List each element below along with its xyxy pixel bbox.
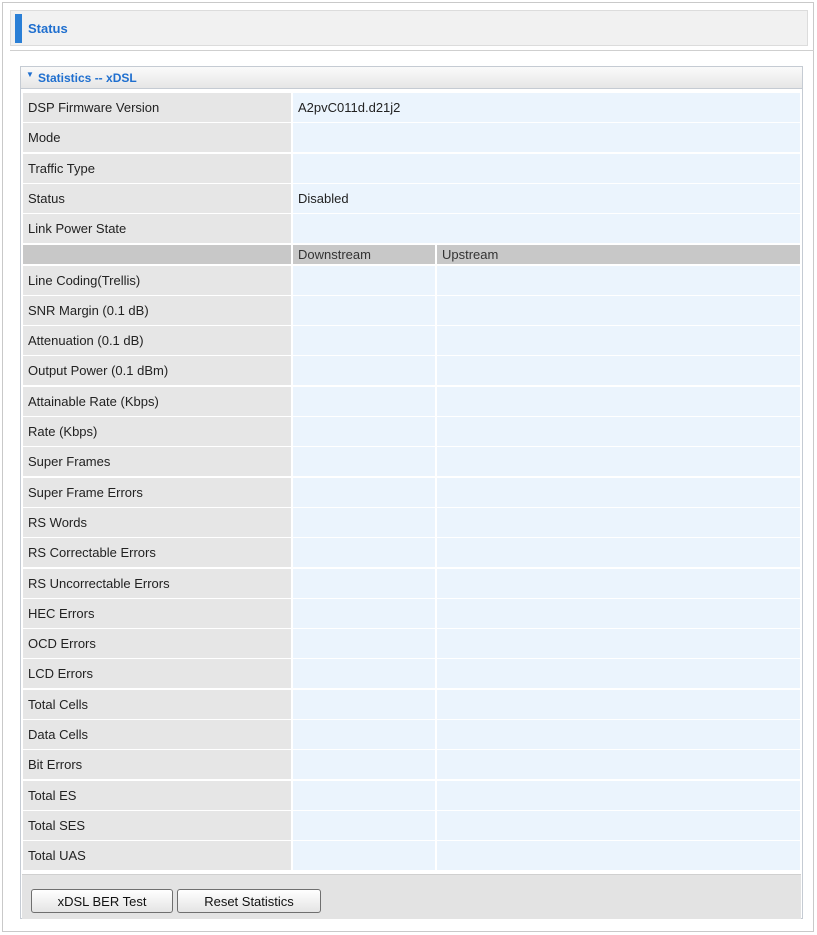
header-accent-bar [15,14,22,43]
xdsl-ber-test-button[interactable]: xDSL BER Test [31,889,173,913]
statistic-label: HEC Errors [23,599,291,628]
statistic-row [23,387,800,416]
upstream-value [437,538,800,567]
statistic-label: Rate (Kbps) [23,417,291,446]
statistic-row [23,296,800,325]
status-page [2,2,814,932]
statistic-label: LCD Errors [23,659,291,688]
info-row-value [293,123,800,152]
info-row-value: Disabled [293,184,800,213]
statistic-label: Output Power (0.1 dBm) [23,356,291,385]
downstream-value [293,781,435,810]
info-row [23,214,800,243]
upstream-value [437,599,800,628]
upstream-value [437,296,800,325]
upstream-value [437,750,800,779]
collapse-caret-icon[interactable]: ▼ [26,70,34,79]
upstream-value [437,387,800,416]
upstream-value [437,508,800,537]
downstream-value [293,508,435,537]
info-row [23,154,800,183]
upstream-value [437,811,800,840]
upstream-value [437,447,800,476]
upstream-value [437,841,800,870]
statistic-label: RS Correctable Errors [23,538,291,567]
statistic-row [23,720,800,749]
statistic-row [23,781,800,810]
statistic-row [23,659,800,688]
column-separator [291,245,293,264]
statistic-label: Super Frames [23,447,291,476]
info-row [23,123,800,152]
statistic-label: Data Cells [23,720,291,749]
info-row [23,93,800,122]
statistic-row [23,478,800,507]
button-bar [22,874,801,919]
downstream-value [293,599,435,628]
downstream-value [293,750,435,779]
panel-title: Statistics -- xDSL [38,71,137,85]
downstream-value [293,720,435,749]
statistic-label: Total ES [23,781,291,810]
statistic-row [23,629,800,658]
downstream-value [293,629,435,658]
statistic-row [23,569,800,598]
info-row-label: Traffic Type [23,154,291,183]
statistic-label: RS Uncorrectable Errors [23,569,291,598]
downstream-value [293,538,435,567]
statistic-label: Attenuation (0.1 dB) [23,326,291,355]
statistic-row [23,599,800,628]
info-row-value [293,154,800,183]
statistic-label: Total Cells [23,690,291,719]
statistic-label: Total UAS [23,841,291,870]
upstream-value [437,326,800,355]
column-separator [435,245,437,264]
upstream-value [437,417,800,446]
statistic-row [23,417,800,446]
upstream-value [437,478,800,507]
upstream-value [437,720,800,749]
statistic-row [23,811,800,840]
page-header [10,10,808,46]
statistic-label: Attainable Rate (Kbps) [23,387,291,416]
statistic-label: Super Frame Errors [23,478,291,507]
xdsl-statistics-panel [20,66,803,919]
statistic-row [23,841,800,870]
statistic-row [23,538,800,567]
info-row-label: Link Power State [23,214,291,243]
upstream-value [437,266,800,295]
statistic-label: RS Words [23,508,291,537]
downstream-value [293,266,435,295]
downstream-value [293,296,435,325]
statistic-label: Total SES [23,811,291,840]
info-row-label: Mode [23,123,291,152]
upstream-value [437,781,800,810]
downstream-value [293,569,435,598]
statistic-row [23,690,800,719]
statistic-row [23,750,800,779]
reset-statistics-button[interactable]: Reset Statistics [177,889,321,913]
downstream-value [293,417,435,446]
page-title: Status [28,21,68,36]
header-divider [10,50,814,51]
info-row-label: Status [23,184,291,213]
statistic-row [23,447,800,476]
statistic-label: Bit Errors [23,750,291,779]
info-row [23,184,800,213]
downstream-value [293,841,435,870]
downstream-column-header: Downstream [298,247,371,262]
statistic-row [23,326,800,355]
info-row-label: DSP Firmware Version [23,93,291,122]
upstream-value [437,569,800,598]
statistic-label: SNR Margin (0.1 dB) [23,296,291,325]
statistic-label: Line Coding(Trellis) [23,266,291,295]
downstream-value [293,811,435,840]
upstream-value [437,659,800,688]
panel-header[interactable] [21,67,802,89]
statistic-row [23,266,800,295]
downstream-value [293,356,435,385]
upstream-column-header: Upstream [442,247,499,262]
upstream-value [437,690,800,719]
info-row-value: A2pvC011d.d21j2 [293,93,800,122]
downstream-value [293,387,435,416]
statistic-row [23,356,800,385]
downstream-value [293,659,435,688]
upstream-value [437,356,800,385]
upstream-value [437,629,800,658]
info-row-value [293,214,800,243]
statistic-label: OCD Errors [23,629,291,658]
downstream-value [293,447,435,476]
column-header-row [23,245,800,264]
downstream-value [293,478,435,507]
downstream-value [293,690,435,719]
downstream-value [293,326,435,355]
statistic-row [23,508,800,537]
